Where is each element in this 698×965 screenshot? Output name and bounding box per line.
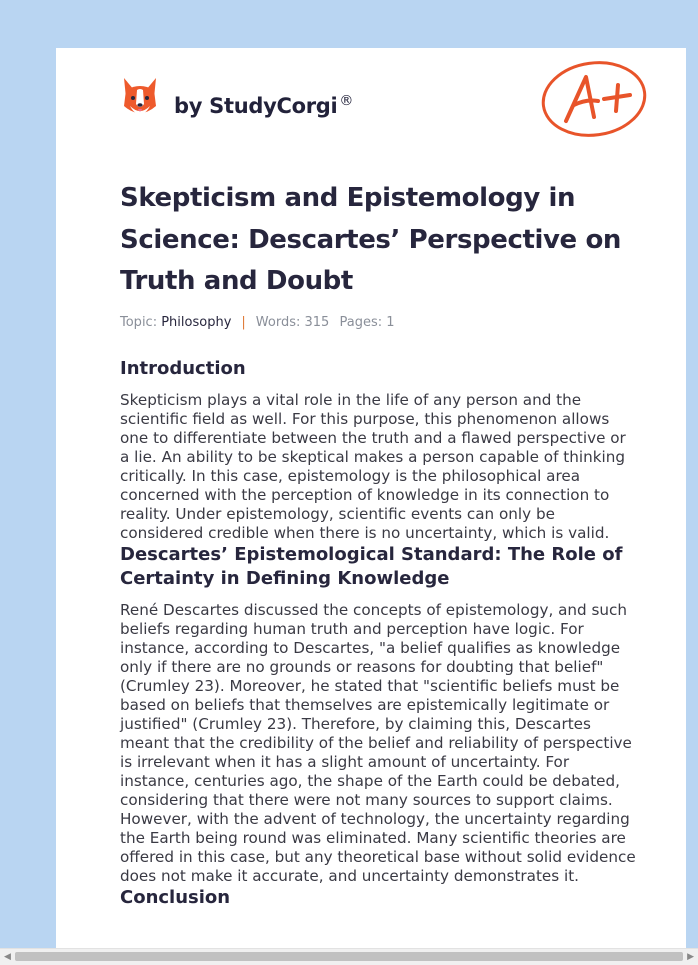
words-label: Words: xyxy=(255,314,301,330)
brand-name: by StudyCorgi ® xyxy=(174,92,354,118)
horizontal-scrollbar[interactable] xyxy=(0,948,698,965)
document-page xyxy=(56,48,686,964)
scroll-left-icon[interactable]: ◀ xyxy=(4,952,11,962)
topic-label: Topic: xyxy=(120,314,158,330)
pages-count: 1 xyxy=(386,314,395,330)
meta-separator: | xyxy=(241,314,246,330)
scroll-right-icon[interactable]: ▶ xyxy=(687,952,694,962)
section-heading-descartes: Descartes’ Epistemological Standard: The Role of Certainty in Defining Knowledge xyxy=(120,543,623,589)
studycorgi-logo[interactable] xyxy=(120,76,353,120)
section-heading-introduction: Introduction xyxy=(120,357,246,379)
topic-link[interactable]: Philosophy xyxy=(161,314,232,330)
article xyxy=(120,178,636,910)
words-count: 315 xyxy=(304,314,330,330)
article-meta xyxy=(120,315,636,330)
section-text-descartes: René Descartes discussed the concepts of epistemology, and such beliefs regarding human truth and perception have logic. For instance, according to Descartes, "a belief qualifies as knowledge only if there are no grounds or reasons for doubting that belief" (Crumley 23). Moreover, he stated that "scientific beliefs must be based on beliefs that themselves are epistemically legitimate or justified" (Crumley 23). Therefore, by claiming this, Descartes meant that the credibility of the belief and reliability of perspective is irrelevant when it has a slight amount of uncertainty. For instance, centuries ago, the shape of the Earth could be debated, considering that there were not many sources to support claims. However, with the advent of technology, the uncertainty regarding the Earth being round was eliminated. Many scientific theories are offered in this case, but any theoretical base without solid evidence does not make it accurate, and uncertainty demonstrates it. xyxy=(120,600,636,885)
registered-mark: ® xyxy=(339,92,354,109)
section-heading-conclusion: Conclusion xyxy=(120,886,231,908)
corgi-dog-icon xyxy=(120,76,160,120)
section-text-introduction: Skepticism plays a vital role in the life of any person and the scientific field as well. For this purpose, this phenomenon allows one to differentiate between the truth and a flawed perspective or a lie. An ability to be skeptical makes a person capable of thinking critically. In this case, epistemology is the philosophical area concerned with the perception of knowledge in its connection to reality. Under epistemology, scientific events can only be considered credible when there is no uncertainty, which is valid. xyxy=(120,390,626,542)
article-title: Skepticism and Epistemology in Science: Descartes’ Perspective on Truth and Doubt xyxy=(120,183,622,296)
a-plus-stamp-icon xyxy=(538,59,650,139)
scrollbar-thumb[interactable] xyxy=(15,952,683,961)
pages-label: Pages: xyxy=(339,314,383,330)
